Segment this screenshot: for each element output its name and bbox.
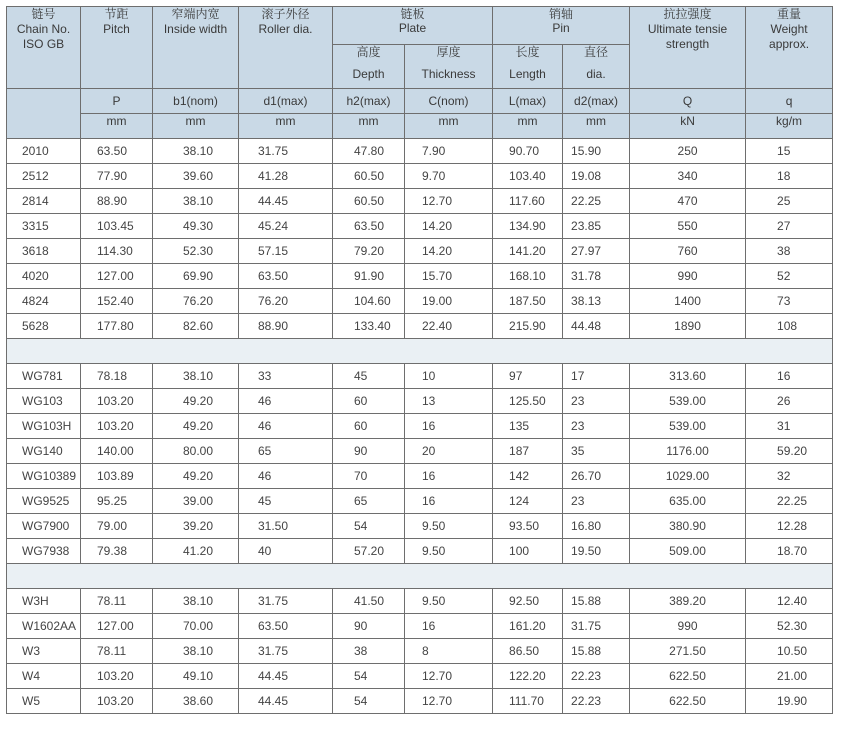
table-cell: 12.70 [405, 664, 493, 689]
unit-cell: mm [81, 114, 153, 139]
table-cell: 103.20 [81, 414, 153, 439]
table-cell: 31.75 [239, 639, 333, 664]
table-cell: 46 [239, 389, 333, 414]
chain-no-cell: WG140 [7, 439, 81, 464]
table-row [7, 264, 833, 289]
table-cell: 52.30 [746, 614, 833, 639]
chain-no-cell: WG7900 [7, 514, 81, 539]
table-cell: 49.20 [153, 414, 239, 439]
table-cell: 140.00 [81, 439, 153, 464]
table-cell: 509.00 [630, 539, 746, 564]
table-row [7, 614, 833, 639]
table-cell: 90 [333, 614, 405, 639]
table-cell: 124 [493, 489, 563, 514]
chain-no-cell: WG7938 [7, 539, 81, 564]
table-cell: 161.20 [493, 614, 563, 639]
table-cell: 142 [493, 464, 563, 489]
table-cell: 63.50 [239, 614, 333, 639]
table-cell: 635.00 [630, 489, 746, 514]
table-cell: 31 [746, 414, 833, 439]
table-cell: 313.60 [630, 364, 746, 389]
table-cell: 32 [746, 464, 833, 489]
table-row [7, 214, 833, 239]
table-cell: 38.60 [153, 689, 239, 714]
table-row [7, 164, 833, 189]
chain-no-cell: W1602AA [7, 614, 81, 639]
table-cell: 18 [746, 164, 833, 189]
table-row [7, 314, 833, 339]
table-cell: 380.90 [630, 514, 746, 539]
table-cell: 57.20 [333, 539, 405, 564]
table-cell: 88.90 [81, 189, 153, 214]
table-cell: 134.90 [493, 214, 563, 239]
table-cell: 93.50 [493, 514, 563, 539]
table-cell: 80.00 [153, 439, 239, 464]
table-cell: 103.40 [493, 164, 563, 189]
table-cell: 41.28 [239, 164, 333, 189]
table-cell: 215.90 [493, 314, 563, 339]
header-chain-no: 链号 Chain No. ISO GB [7, 7, 81, 89]
table-cell: 22.23 [563, 664, 630, 689]
table-cell: 97 [493, 364, 563, 389]
table-cell: 44.48 [563, 314, 630, 339]
table-cell: 108 [746, 314, 833, 339]
table-cell: 90.70 [493, 139, 563, 164]
table-row [7, 189, 833, 214]
chain-no-cell: 4824 [7, 289, 81, 314]
table-cell: 990 [630, 614, 746, 639]
table-cell: 38.10 [153, 364, 239, 389]
symbol-cell: h2(max) [333, 89, 405, 114]
table-cell: 78.11 [81, 639, 153, 664]
table-cell: 23.85 [563, 214, 630, 239]
table-cell: 44.45 [239, 664, 333, 689]
table-cell: 38 [746, 239, 833, 264]
table-cell: 76.20 [153, 289, 239, 314]
table-cell: 69.90 [153, 264, 239, 289]
table-row [7, 464, 833, 489]
table-cell: 127.00 [81, 614, 153, 639]
table-cell: 54 [333, 664, 405, 689]
table-cell: 57.15 [239, 239, 333, 264]
chain-no-cell: 2814 [7, 189, 81, 214]
table-cell: 49.20 [153, 464, 239, 489]
table-cell: 86.50 [493, 639, 563, 664]
table-cell: 12.40 [746, 589, 833, 614]
table-cell: 38.10 [153, 639, 239, 664]
table-cell: 9.50 [405, 589, 493, 614]
table-cell: 35 [563, 439, 630, 464]
table-row [7, 289, 833, 314]
group-separator [7, 564, 833, 589]
table-cell: 39.00 [153, 489, 239, 514]
table-cell: 539.00 [630, 414, 746, 439]
table-cell: 125.50 [493, 389, 563, 414]
symbol-cell: b1(nom) [153, 89, 239, 114]
table-row [7, 639, 833, 664]
table-cell: 77.90 [81, 164, 153, 189]
table-header [7, 7, 833, 139]
header-pin-length: 长度 Length [493, 45, 563, 89]
table-cell: 389.20 [630, 589, 746, 614]
table-cell: 46 [239, 414, 333, 439]
table-cell: 17 [563, 364, 630, 389]
table-row [7, 439, 833, 464]
table-cell: 45 [239, 489, 333, 514]
table-cell: 70 [333, 464, 405, 489]
table-cell: 23 [563, 414, 630, 439]
table-row [7, 139, 833, 164]
table-cell: 103.20 [81, 389, 153, 414]
symbol-cell: d1(max) [239, 89, 333, 114]
chain-no-cell: W4 [7, 664, 81, 689]
chain-no-cell: 3618 [7, 239, 81, 264]
table-cell: 79.00 [81, 514, 153, 539]
table-cell: 39.20 [153, 514, 239, 539]
table-cell: 10 [405, 364, 493, 389]
table-cell: 550 [630, 214, 746, 239]
table-cell: 1890 [630, 314, 746, 339]
table-cell: 133.40 [333, 314, 405, 339]
table-cell: 15.70 [405, 264, 493, 289]
table-cell: 60 [333, 414, 405, 439]
table-cell: 15.88 [563, 589, 630, 614]
table-cell: 63.50 [333, 214, 405, 239]
header-plate-thickness: 厚度 Thickness [405, 45, 493, 89]
table-cell: 63.50 [239, 264, 333, 289]
table-cell: 7.90 [405, 139, 493, 164]
table-cell: 31.78 [563, 264, 630, 289]
symbol-cell: q [746, 89, 833, 114]
header-plate: 链板 Plate [333, 7, 493, 45]
table-cell: 49.30 [153, 214, 239, 239]
chain-no-cell: W5 [7, 689, 81, 714]
table-cell: 539.00 [630, 389, 746, 414]
header-plate-depth: 高度 Depth [333, 45, 405, 89]
table-cell: 14.20 [405, 239, 493, 264]
table-cell: 16 [405, 614, 493, 639]
unit-cell: kN [630, 114, 746, 139]
table-row [7, 539, 833, 564]
table-cell: 52.30 [153, 239, 239, 264]
table-cell: 9.50 [405, 514, 493, 539]
header-roller-dia: 滚子外径 Roller dia. [239, 7, 333, 89]
table-cell: 73 [746, 289, 833, 314]
table-cell: 60.50 [333, 164, 405, 189]
table-cell: 92.50 [493, 589, 563, 614]
table-cell: 38.13 [563, 289, 630, 314]
table-cell: 38.10 [153, 589, 239, 614]
chain-no-cell: WG10389 [7, 464, 81, 489]
table-cell: 1400 [630, 289, 746, 314]
table-cell: 31.75 [239, 589, 333, 614]
chain-no-cell: 5628 [7, 314, 81, 339]
table-cell: 12.70 [405, 689, 493, 714]
table-cell: 103.20 [81, 664, 153, 689]
table-cell: 65 [239, 439, 333, 464]
table-cell: 21.00 [746, 664, 833, 689]
unit-cell: kg/m [746, 114, 833, 139]
table-cell: 16 [405, 464, 493, 489]
table-cell: 15.90 [563, 139, 630, 164]
table-cell: 41.50 [333, 589, 405, 614]
table-cell: 622.50 [630, 689, 746, 714]
table-cell: 19.50 [563, 539, 630, 564]
table-cell: 31.75 [239, 139, 333, 164]
header-pin: 销轴 Pin [493, 7, 630, 45]
unit-cell: mm [563, 114, 630, 139]
table-cell: 22.25 [563, 189, 630, 214]
header-weight: 重量 Weight approx. [746, 7, 833, 89]
symbol-cell: Q [630, 89, 746, 114]
table-cell: 1029.00 [630, 464, 746, 489]
table-cell: 38.10 [153, 139, 239, 164]
table-cell: 45 [333, 364, 405, 389]
table-cell: 103.20 [81, 689, 153, 714]
table-cell: 22.25 [746, 489, 833, 514]
table-cell: 49.20 [153, 389, 239, 414]
chain-no-cell: 2512 [7, 164, 81, 189]
table-cell: 22.23 [563, 689, 630, 714]
table-cell: 79.20 [333, 239, 405, 264]
table-cell: 38 [333, 639, 405, 664]
symbol-cell: P [81, 89, 153, 114]
table-cell: 40 [239, 539, 333, 564]
table-cell: 47.80 [333, 139, 405, 164]
table-row [7, 664, 833, 689]
header-ultimate-strength: 抗拉强度 Ultimate tensie strength [630, 7, 746, 89]
table-cell: 44.45 [239, 689, 333, 714]
table-cell: 622.50 [630, 664, 746, 689]
unit-cell: mm [333, 114, 405, 139]
table-cell: 18.70 [746, 539, 833, 564]
table-cell: 70.00 [153, 614, 239, 639]
unit-cell: mm [239, 114, 333, 139]
header-pin-dia: 直径 dia. [563, 45, 630, 89]
table-cell: 76.20 [239, 289, 333, 314]
table-cell: 20 [405, 439, 493, 464]
table-cell: 340 [630, 164, 746, 189]
chain-no-cell: 2010 [7, 139, 81, 164]
table-cell: 82.60 [153, 314, 239, 339]
table-row [7, 689, 833, 714]
table-cell: 91.90 [333, 264, 405, 289]
table-cell: 16 [405, 414, 493, 439]
table-cell: 63.50 [81, 139, 153, 164]
chain-no-cell: WG103H [7, 414, 81, 439]
symbol-cell: L(max) [493, 89, 563, 114]
table-row [7, 514, 833, 539]
unit-cell: mm [405, 114, 493, 139]
table-cell: 990 [630, 264, 746, 289]
table-cell: 54 [333, 689, 405, 714]
table-cell: 9.70 [405, 164, 493, 189]
table-cell: 19.00 [405, 289, 493, 314]
table-cell: 14.20 [405, 214, 493, 239]
table-cell: 26 [746, 389, 833, 414]
table-cell: 187 [493, 439, 563, 464]
table-cell: 271.50 [630, 639, 746, 664]
table-cell: 15.88 [563, 639, 630, 664]
table-cell: 49.10 [153, 664, 239, 689]
chain-no-cell: WG781 [7, 364, 81, 389]
table-row [7, 489, 833, 514]
group-separator [7, 339, 833, 364]
table-cell: 168.10 [493, 264, 563, 289]
table-cell: 31.50 [239, 514, 333, 539]
table-row [7, 414, 833, 439]
chain-spec-table [6, 6, 833, 714]
table-cell: 177.80 [81, 314, 153, 339]
chain-no-cell: 4020 [7, 264, 81, 289]
table-cell: 27.97 [563, 239, 630, 264]
table-cell: 104.60 [333, 289, 405, 314]
header-pitch: 节距 Pitch [81, 7, 153, 89]
table-row [7, 389, 833, 414]
table-cell: 152.40 [81, 289, 153, 314]
table-cell: 103.45 [81, 214, 153, 239]
header-inside-width: 窄端内宽 Inside width [153, 7, 239, 89]
table-cell: 23 [563, 489, 630, 514]
table-cell: 8 [405, 639, 493, 664]
table-row [7, 589, 833, 614]
table-cell: 78.18 [81, 364, 153, 389]
table-cell: 54 [333, 514, 405, 539]
table-cell: 100 [493, 539, 563, 564]
table-cell: 114.30 [81, 239, 153, 264]
table-cell: 90 [333, 439, 405, 464]
table-cell: 44.45 [239, 189, 333, 214]
table-cell: 122.20 [493, 664, 563, 689]
table-cell: 95.25 [81, 489, 153, 514]
table-row [7, 364, 833, 389]
table-cell: 12.28 [746, 514, 833, 539]
chain-no-cell: W3H [7, 589, 81, 614]
table-cell: 45.24 [239, 214, 333, 239]
table-cell: 127.00 [81, 264, 153, 289]
table-cell: 13 [405, 389, 493, 414]
table-cell: 46 [239, 464, 333, 489]
table-cell: 60 [333, 389, 405, 414]
table-cell: 38.10 [153, 189, 239, 214]
chain-no-cell: WG9525 [7, 489, 81, 514]
table-cell: 470 [630, 189, 746, 214]
table-cell: 16.80 [563, 514, 630, 539]
separator-cell [7, 339, 833, 364]
table-cell: 33 [239, 364, 333, 389]
table-cell: 117.60 [493, 189, 563, 214]
table-cell: 22.40 [405, 314, 493, 339]
header-blank [7, 89, 81, 139]
table-cell: 19.08 [563, 164, 630, 189]
table-cell: 250 [630, 139, 746, 164]
table-cell: 12.70 [405, 189, 493, 214]
table-cell: 23 [563, 389, 630, 414]
unit-cell: mm [153, 114, 239, 139]
table-cell: 15 [746, 139, 833, 164]
separator-cell [7, 564, 833, 589]
table-cell: 25 [746, 189, 833, 214]
table-cell: 19.90 [746, 689, 833, 714]
table-cell: 41.20 [153, 539, 239, 564]
table-cell: 760 [630, 239, 746, 264]
table-cell: 16 [405, 489, 493, 514]
table-cell: 31.75 [563, 614, 630, 639]
table-cell: 60.50 [333, 189, 405, 214]
chain-no-cell: W3 [7, 639, 81, 664]
table-cell: 1176.00 [630, 439, 746, 464]
table-cell: 78.11 [81, 589, 153, 614]
table-cell: 26.70 [563, 464, 630, 489]
table-row [7, 239, 833, 264]
table-cell: 79.38 [81, 539, 153, 564]
symbol-cell: d2(max) [563, 89, 630, 114]
chain-no-cell: WG103 [7, 389, 81, 414]
chain-no-cell: 3315 [7, 214, 81, 239]
symbol-cell: C(nom) [405, 89, 493, 114]
table-cell: 135 [493, 414, 563, 439]
table-cell: 59.20 [746, 439, 833, 464]
table-cell: 39.60 [153, 164, 239, 189]
table-cell: 141.20 [493, 239, 563, 264]
table-cell: 16 [746, 364, 833, 389]
table-cell: 88.90 [239, 314, 333, 339]
table-cell: 187.50 [493, 289, 563, 314]
table-cell: 52 [746, 264, 833, 289]
table-cell: 27 [746, 214, 833, 239]
table-cell: 10.50 [746, 639, 833, 664]
table-cell: 65 [333, 489, 405, 514]
table-cell: 103.89 [81, 464, 153, 489]
table-cell: 9.50 [405, 539, 493, 564]
table-cell: 111.70 [493, 689, 563, 714]
unit-cell: mm [493, 114, 563, 139]
table-body [7, 139, 833, 714]
